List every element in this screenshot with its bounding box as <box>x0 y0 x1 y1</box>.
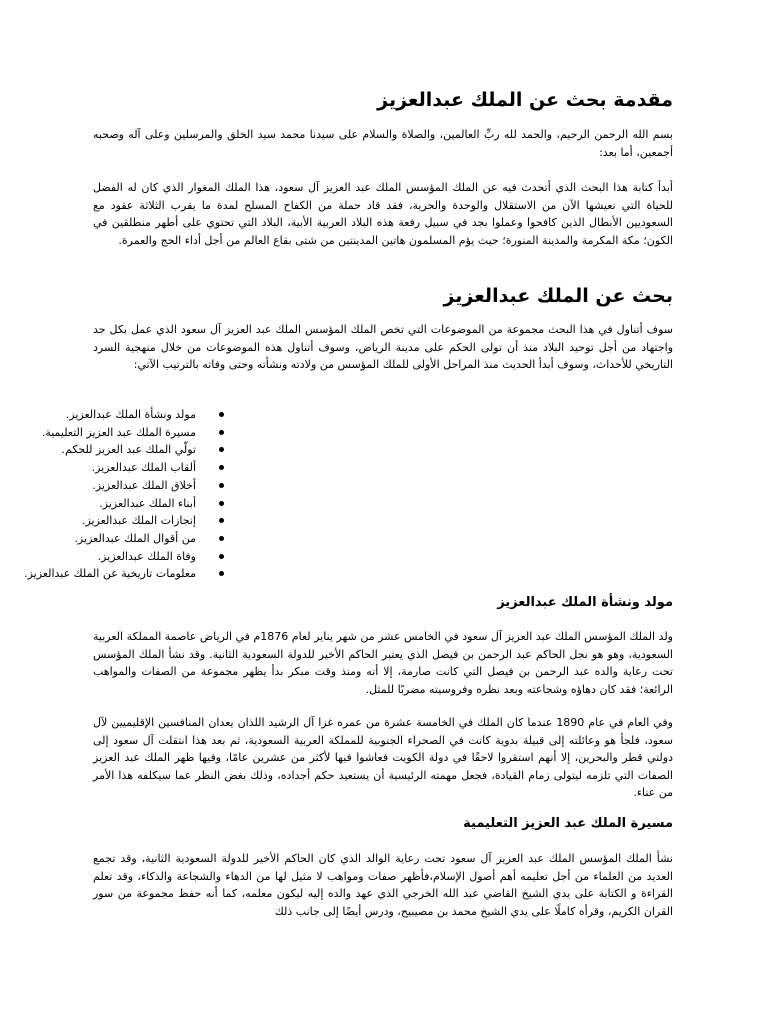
list-item: معلومات تاريخية عن الملك عبدالعزيز. <box>93 565 196 583</box>
bullet-icon <box>219 571 224 576</box>
list-item: ألقاب الملك عبدالعزيز. <box>93 459 196 477</box>
bullet-icon <box>219 447 224 452</box>
bullet-icon <box>219 536 224 541</box>
bullet-icon <box>219 430 224 435</box>
bullet-icon <box>219 465 224 470</box>
list-item: من أقوال الملك عبدالعزيز. <box>93 530 196 548</box>
page-title: مقدمة بحث عن الملك عبدالعزيز <box>377 89 673 111</box>
list-item: مولد ونشأة الملك عبدالعزيز. <box>93 406 196 424</box>
basmala-paragraph: بسم الله الرحمن الرحيم، والحمد لله ربِّ العالمين، والصلاة والسلام على سيدنا محمد سيد الخلق والمرسلين وعلى آله وصحبه أجمعين، أما بعد: <box>93 128 673 159</box>
list-item: تولّي الملك عبد العزيز للحكم. <box>93 441 196 459</box>
research-heading: بحث عن الملك عبدالعزيز <box>443 285 673 307</box>
bullet-icon <box>219 518 224 523</box>
bullet-icon <box>219 554 224 559</box>
list-item: إنجازات الملك عبدالعزيز. <box>93 512 196 530</box>
topics-list <box>24 406 673 583</box>
education-paragraph-1: نشأ الملك المؤسس الملك عبد العزيز آل سعود تحت رعاية الوالد الذي كان الحاكم الأخير للدولة السعودية الثانية، وقد تجمع العديد من العلماء من أجل تعليمه أهم أصول الإسلام،فأظهر صفات ومواهب لا مثيل لها من الدهاء والشجاعة والذكاء، وقد تعلم القراءة و الكتابة على يدي الشيخ القاضي عبد الله الخرجي الذي عهد والده إليه ليكون معلمه، كما أنه حفظ مجموعة من سور القران الكريم، وقرأه كاملًا على يدي الشيخ محمد بن مصيبيح، ودرس أيضًا إلى جانب ذلك <box>93 852 673 918</box>
birth-paragraph-1: ولد الملك المؤسس الملك عبد العزيز آل سعود في الخامس عشر من شهر يناير لعام 1876م في الرياض عاصمة المملكة العربية السعودية، وهو هو نجل الحاكم عبد الرحمن بن فيصل الذي يعتبر الحاكم الأخير للدولة السعودية الثانية. وقد نشأ الملك المؤسس تحت رعاية والده عبد الرحمن بن فيصل التي كانت صارمة، إلا أنه ومنذ وقت مبكر بدأ يظهر مجموعة من الصفات والمواهب الرائعة؛ فقد كان دهاؤه وشجاعته وبعد نظره وفروسيته مضربًا للمثل. <box>93 630 673 696</box>
bullet-icon <box>219 501 224 506</box>
list-item: مسيرة الملك عبد العزيز التعليمية. <box>93 424 196 442</box>
list-item: وفاة الملك عبدالعزيز. <box>93 548 196 566</box>
birth-heading: مولد ونشأة الملك عبدالعزيز <box>497 595 673 610</box>
education-heading: مسيرة الملك عبد العزيز التعليمية <box>463 816 673 831</box>
bullet-icon <box>219 412 224 417</box>
list-item: أبناء الملك عبدالعزيز. <box>93 495 196 513</box>
birth-paragraph-2: وفي العام في عام 1890 عندما كان الملك في الخامسة عشرة من عمره غزا آل الرشيد اللذان يعدان المنافسين الإقليميين لآل سعود، فلجأ هو وعائلته إلى قبيلة بدوية كانت في الصحراء الجنوبية للمملكة العربية السعودية، ثم بعد هذا انتقلت آل سعود إلى دولتي قطر والبحرين، إلا أنهم استقروا لاحقًا في دولة الكويت فعاشوا فيها لأكثر من عشرين عامًا، وفيها ظهر الملك عبد العزيز الصفات التي تلزمه ليتولى زمام القيادة، فجعل مهمته الرئيسية أن يستعيد حكم أجداده، وذلك بغض النظر عما سيكلفه هذا الأمر من عناء. <box>93 716 673 800</box>
intro-paragraph: أبدأ كتابة هذا البحث الذي أتحدث فيه عن الملك المؤسس الملك عبد العزيز آل سعود، هذا الملك المغوار الذي كان له الفضل للحياة التي نعيشها الآن من الاستقلال والوحدة والحرية، فقد قاد حملة من الكفاح المسلح لمدة ما يقرب الثلاثة عقود مع السعوديين الأبطال الذين كافحوا وعملوا بجد في سبيل رفعة هذه البلاد العربية الأبية، البلاد التي تحتوي على أطهر منطلقين في الكون؛ مكة المكرمة والمدينة المنورة؛ حيث يؤم المسلمون هاتين المدينتين من شتى بقاع العالم من أجل أداء الحج والعمرة. <box>93 181 673 247</box>
bullet-icon <box>219 483 224 488</box>
research-intro-paragraph: سوف أتناول في هذا البحث مجموعة من الموضوعات التي تخص الملك المؤسس الملك عبد العزيز آل سعود الذي عمل بكل جد واجتهاد من أجل توحيد البلاد منذ أن تولى الحكم على مدينة الرياض، وسوف أتناول هذه الموضوعات من خلال منهجية السرد التاريخي للأحداث، وسوف أبدأ الحديث منذ المراحل الأولى للملك المؤسس من ولادته ونشأته وحتى وفاته بالترتيب الآتي: <box>93 323 673 372</box>
list-item: أخلاق الملك عبدالعزيز. <box>93 477 196 495</box>
